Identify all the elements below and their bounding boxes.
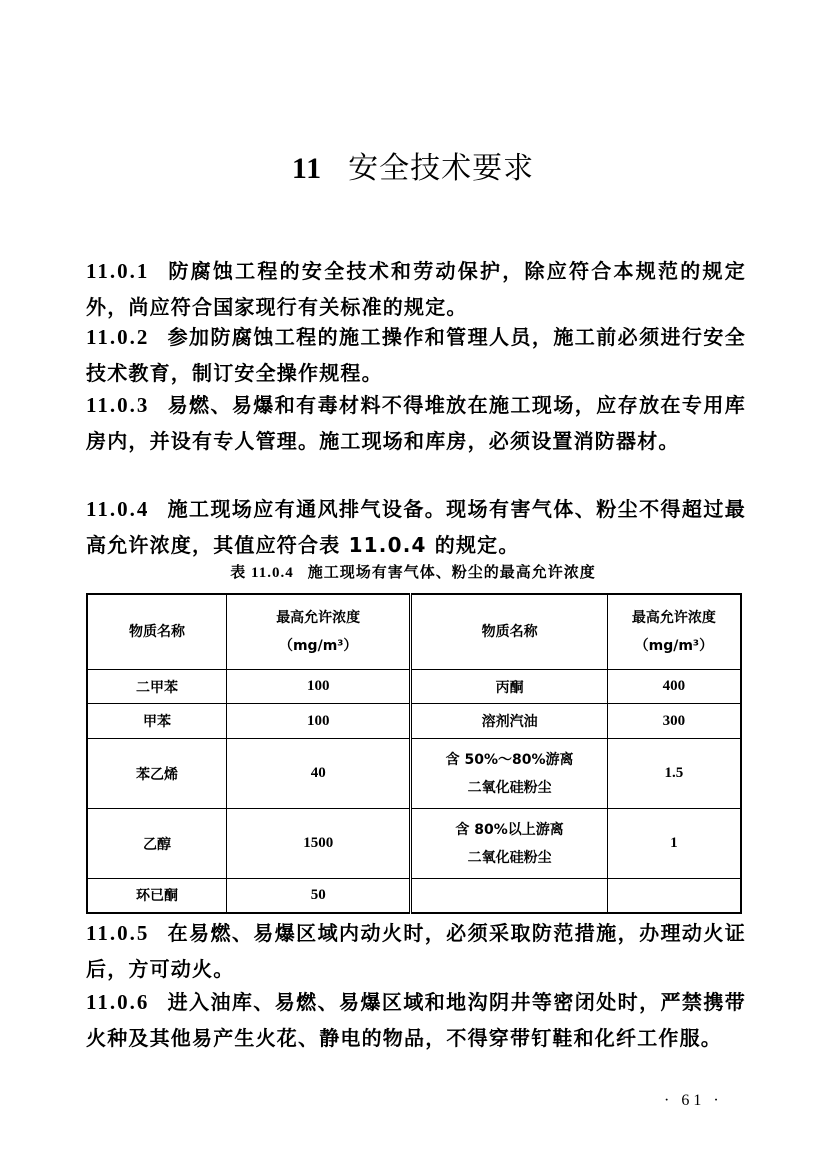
chapter-heading <box>0 143 826 187</box>
table-row <box>87 879 741 913</box>
header-max-concentration: 最高允许浓度 （mg/m³） <box>607 594 741 670</box>
table-cell: 1.5 <box>607 739 741 809</box>
table-cell: 50 <box>226 879 411 913</box>
clause-code: 11.0.2 <box>86 325 150 349</box>
chapter-title: 安全技术要求 <box>348 151 535 186</box>
table-cell: 400 <box>607 670 741 704</box>
table-cell: 乙醇 <box>87 809 226 879</box>
clause-code: 11.0.6 <box>86 990 150 1014</box>
clause-code: 11.0.5 <box>86 921 150 945</box>
clause-text: 易燃、易爆和有毒材料不得堆放在施工现场，应存放在专用库房内，并设有专人管理。施工现场和库房，必须设置消防器材。 <box>86 393 746 453</box>
clause-text: 参加防腐蚀工程的施工操作和管理人员，施工前必须进行安全技术教育，制订安全操作规程。 <box>86 325 746 385</box>
header-substance-name: 物质名称 <box>87 594 226 670</box>
table-row <box>87 809 741 879</box>
table-cell: 苯乙烯 <box>87 739 226 809</box>
table-cell: 1500 <box>226 809 411 879</box>
clause-11-0-4 <box>86 491 746 563</box>
table-cell: 含 50%～80%游离 二氧化硅粉尘 <box>411 739 607 809</box>
table-caption-title: 施工现场有害气体、粉尘的最高允许浓度 <box>307 563 596 581</box>
chapter-number: 11 <box>291 152 323 185</box>
table-row <box>87 670 741 704</box>
table-row <box>87 739 741 809</box>
table-cell: 甲苯 <box>87 704 226 739</box>
header-substance-name: 物质名称 <box>411 594 607 670</box>
table-cell <box>607 879 741 913</box>
clause-code: 11.0.3 <box>86 393 150 417</box>
clause-11-0-2 <box>86 319 746 391</box>
table-cell: 含 80%以上游离 二氧化硅粉尘 <box>411 809 607 879</box>
clause-text: 进入油库、易燃、易爆区域和地沟阴井等密闭处时，严禁携带火种及其他易产生火花、静电的物品，不得穿带钉鞋和化纤工作服。 <box>86 990 746 1050</box>
clause-11-0-6 <box>86 984 746 1056</box>
table-cell: 丙酮 <box>411 670 607 704</box>
table-header-row <box>87 594 741 670</box>
header-max-concentration: 最高允许浓度 （mg/m³） <box>226 594 411 670</box>
table-cell: 1 <box>607 809 741 879</box>
clause-11-0-5 <box>86 915 746 987</box>
concentration-table <box>86 593 742 914</box>
table-cell: 溶剂汽油 <box>411 704 607 739</box>
clause-text: 施工现场应有通风排气设备。现场有害气体、粉尘不得超过最高允许浓度，其值应符合表 11.0.4 的规定。 <box>86 497 746 557</box>
clause-code: 11.0.4 <box>86 497 150 521</box>
page-number: · 61 · <box>664 1092 723 1109</box>
clause-11-0-3 <box>86 387 746 459</box>
table-caption <box>0 561 826 582</box>
table-row <box>87 704 741 739</box>
table-cell: 100 <box>226 704 411 739</box>
table-caption-code: 表 11.0.4 <box>230 565 294 581</box>
table-cell: 二甲苯 <box>87 670 226 704</box>
table-cell: 100 <box>226 670 411 704</box>
clause-code: 11.0.1 <box>86 259 150 283</box>
table-cell <box>411 879 607 913</box>
clause-text: 防腐蚀工程的安全技术和劳动保护，除应符合本规范的规定外，尚应符合国家现行有关标准的规定。 <box>86 259 746 319</box>
table-cell: 40 <box>226 739 411 809</box>
table-cell: 环已酮 <box>87 879 226 913</box>
clause-text: 在易燃、易爆区域内动火时，必须采取防范措施，办理动火证后，方可动火。 <box>86 921 746 981</box>
clause-11-0-1 <box>86 253 746 325</box>
table-cell: 300 <box>607 704 741 739</box>
